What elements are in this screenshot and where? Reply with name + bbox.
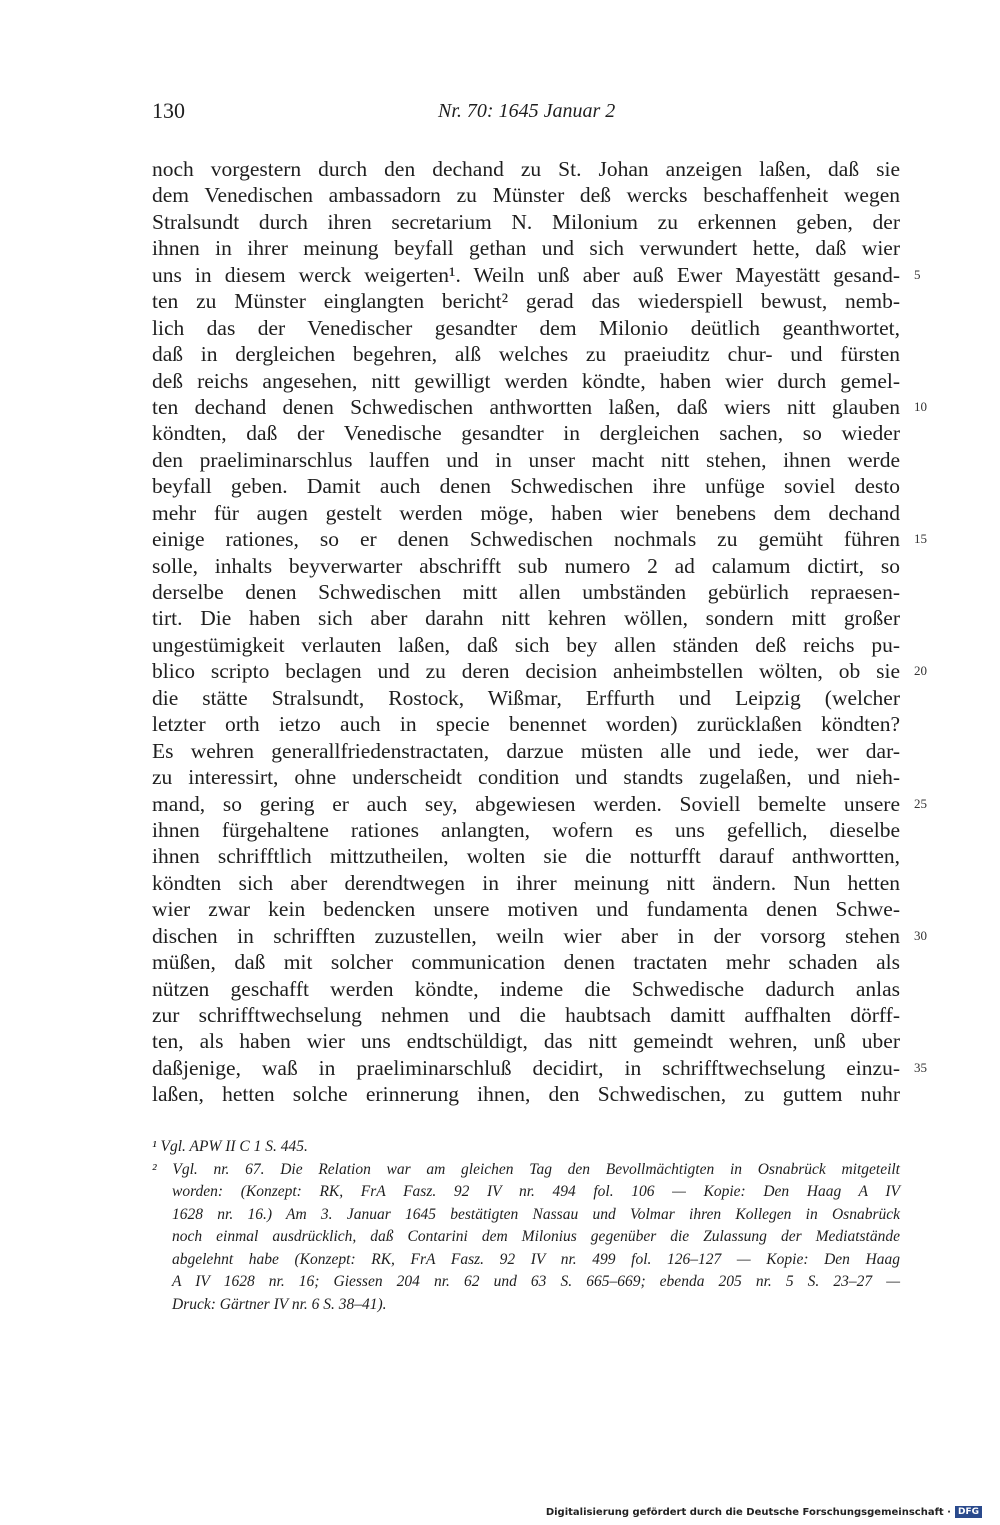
text-line xyxy=(152,315,900,341)
text-line xyxy=(152,500,900,526)
line-text: daßjenige, waß in praeliminarschluß decidirt, in schrifftwechselung einzu- xyxy=(152,1055,900,1080)
line-text: blico scripto beclagen und zu deren decision anheimbstellen wölten, ob sie xyxy=(152,659,900,684)
text-line xyxy=(152,473,900,499)
text-line xyxy=(152,341,900,367)
footnote-line: 1628 nr. 16.) Am 3. Januar 1645 bestätigten Nassau und Volmar ihren Kollegen in Osnabrück xyxy=(172,1205,900,1223)
line-number: 10 xyxy=(914,398,927,414)
line-text: den praeliminarschlus lauffen und in unser macht nitt stehen, ihnen werde xyxy=(152,447,900,472)
text-line xyxy=(152,632,900,658)
text-line xyxy=(152,843,900,869)
footnotes xyxy=(152,1136,900,1316)
line-text: mand, so gering er auch sey, abgewiesen werden. Soviell bemelte unsere xyxy=(152,791,900,816)
text-line xyxy=(152,764,900,790)
line-text: uns in diesem werck weigerten¹. Weiln unß aber auß Ewer Mayestätt gesand- xyxy=(152,262,900,287)
text-line xyxy=(152,420,900,446)
line-text: laßen, hetten solche erinnerung ihnen, den Schwedischen, zu guttem nuhr xyxy=(152,1082,900,1107)
line-text: müßen, daß mit solcher communication denen tractaten mehr schaden als xyxy=(152,950,900,975)
line-text: ungestümigkeit verlauten laßen, daß sich bey allen ständen deß reichs pu- xyxy=(152,632,900,657)
text-line xyxy=(152,526,927,552)
line-text: mehr für augen gestelt werden möge, haben wier benebens dem dechand xyxy=(152,500,900,525)
text-line xyxy=(152,870,900,896)
line-text: letzter orth ietzo auch in specie benennet worden) zurücklaßen köndten? xyxy=(152,712,900,737)
footnote-line: Druck: Gärtner IV nr. 6 S. 38–41). xyxy=(172,1295,387,1313)
text-line xyxy=(152,394,927,420)
text-line xyxy=(152,1028,900,1054)
line-text: beyfall geben. Damit auch denen Schwedischen ihre unfüge soviel desto xyxy=(152,474,900,499)
main-text xyxy=(152,156,927,1108)
line-number: 30 xyxy=(914,927,927,943)
footnote-line: A IV 1628 nr. 16; Giessen 204 nr. 62 und 63 S. 665–669; ebenda 205 nr. 5 S. 23–27 — xyxy=(172,1273,900,1290)
footnote-line: ² Vgl. nr. 67. Die Relation war am gleichen Tag den Bevollmächtigten in Osnabrück mitgeteilt xyxy=(152,1160,900,1178)
line-number: 35 xyxy=(914,1059,927,1075)
text-line xyxy=(152,817,900,843)
line-text: ten zu Münster einglangten bericht² gerad das wiederspiell bewust, nemb- xyxy=(152,289,900,314)
line-text: deß reichs angesehen, nitt gewilligt werden köndte, haben wier durch gemel- xyxy=(152,368,900,393)
text-line xyxy=(152,288,900,314)
text-line xyxy=(152,182,900,208)
footnote-line: abgelehnt habe (Konzept: RK, FrA Fasz. 92 IV nr. 499 fol. 126–127 — Kopie: Den Haag xyxy=(172,1250,900,1268)
line-text: noch vorgestern durch den dechand zu St. Johan anzeigen laßen, daß sie xyxy=(152,157,900,181)
line-text: solle, inhalts beyverwarter abschrifft sub numero 2 ad calamum dictirt, so xyxy=(152,553,900,578)
footnote-line: ¹ Vgl. APW II C 1 S. 445. xyxy=(152,1138,308,1155)
text-line xyxy=(152,156,900,182)
line-text: dem Venedischen ambassadorn zu Münster deß wercks beschaffenheit wegen xyxy=(152,183,900,208)
running-head: Nr. 70: 1645 Januar 2 xyxy=(438,100,616,122)
page-number: 130 xyxy=(152,98,185,123)
text-line xyxy=(152,553,900,579)
line-text: Stralsundt durch ihren secretarium N. Milonium zu erkennen geben, der xyxy=(152,209,900,234)
text-line xyxy=(152,235,900,261)
line-text: nützen geschafft werden köndte, indeme die Schwedische dadurch anlas xyxy=(152,976,900,1001)
text-line xyxy=(152,579,900,605)
text-line xyxy=(152,447,900,473)
line-text: köndten, daß der Venedische gesandter in dergleichen sachen, so wieder xyxy=(152,421,900,446)
line-number: 15 xyxy=(914,531,927,547)
line-text: wier zwar kein bedencken unsere motiven und fundamenta denen Schwe- xyxy=(152,897,900,922)
text-line xyxy=(152,976,900,1002)
line-number: 25 xyxy=(914,795,927,811)
line-text: dischen in schrifften zuzustellen, weiln wier aber in der vorsorg stehen xyxy=(152,923,900,948)
footnote-line: noch einmal ausdrücklich, daß Contarini dem Milonius gegenüber die Zulassung der Mediatstände xyxy=(172,1228,900,1245)
line-text: köndten sich aber derendtwegen in ihrer meinung nitt ändern. Nun hetten xyxy=(152,870,900,895)
line-text: ihnen fürgehaltene rationes anlangten, wofern es uns gefellich, dieselbe xyxy=(152,817,900,842)
text-line xyxy=(152,923,927,949)
line-text: zur schrifftwechselung nehmen und die haubtsach damitt auffhalten dörff- xyxy=(152,1003,900,1027)
line-text: tirt. Die haben sich aber darahn nitt kehren wöllen, sondern mitt großer xyxy=(152,606,900,631)
text-line xyxy=(152,1002,900,1028)
text-line xyxy=(152,658,927,684)
dfg-logo: DFG xyxy=(955,1506,982,1518)
line-text: daß in dergleichen begehren, alß welches zu praeiuditz chur- und fürsten xyxy=(152,342,900,367)
text-line xyxy=(152,262,921,288)
text-line xyxy=(152,368,900,394)
line-text: Es wehren generallfriedenstractaten, darzue müsten alle und iede, wer dar- xyxy=(152,738,900,763)
line-text: ihnen in ihrer meinung beyfall gethan und sich verwundert hette, daß wier xyxy=(152,236,900,261)
credit-text: Digitalisierung gefördert durch die Deutsche Forschungsgemeinschaft · xyxy=(545,1506,951,1518)
digitization-credit xyxy=(546,1506,982,1518)
line-text: einige rationes, so er denen Schwedischen nochmals zu gemüht führen xyxy=(152,527,900,552)
text-line xyxy=(152,711,900,737)
text-line xyxy=(152,209,900,235)
text-line xyxy=(152,791,927,817)
line-text: zu interessirt, ohne underscheidt condition und standts zugelaßen, und nieh- xyxy=(152,765,900,790)
line-text: ten, als haben wier uns endtschüldigt, das nitt gemeindt wehren, unß uber xyxy=(152,1029,900,1054)
line-number: 20 xyxy=(914,663,927,679)
line-text: derselbe denen Schwedischen mitt allen umbständen gebürlich repraesen- xyxy=(152,580,900,604)
text-line xyxy=(152,949,900,975)
line-text: lich das der Venedischer gesandter dem Milonio deütlich geanthwortet, xyxy=(152,315,900,340)
text-line xyxy=(152,1055,927,1081)
line-number: 5 xyxy=(914,266,921,282)
line-text: ten dechand denen Schwedischen anthwortten laßen, daß wiers nitt glauben xyxy=(152,394,900,419)
line-text: ihnen schrifftlich mittzutheilen, wolten sie die notturfft darauf anthwortten, xyxy=(152,844,900,869)
text-line xyxy=(152,1081,900,1107)
line-text: die stätte Stralsundt, Rostock, Wißmar, Erffurth und Leipzig (welcher xyxy=(152,685,900,710)
footnote-line: worden: (Konzept: RK, FrA Fasz. 92 IV nr. 494 fol. 106 — Kopie: Den Haag A IV xyxy=(172,1183,900,1200)
text-line xyxy=(152,605,900,631)
text-line xyxy=(152,685,900,711)
text-line xyxy=(152,896,900,922)
text-line xyxy=(152,738,900,764)
